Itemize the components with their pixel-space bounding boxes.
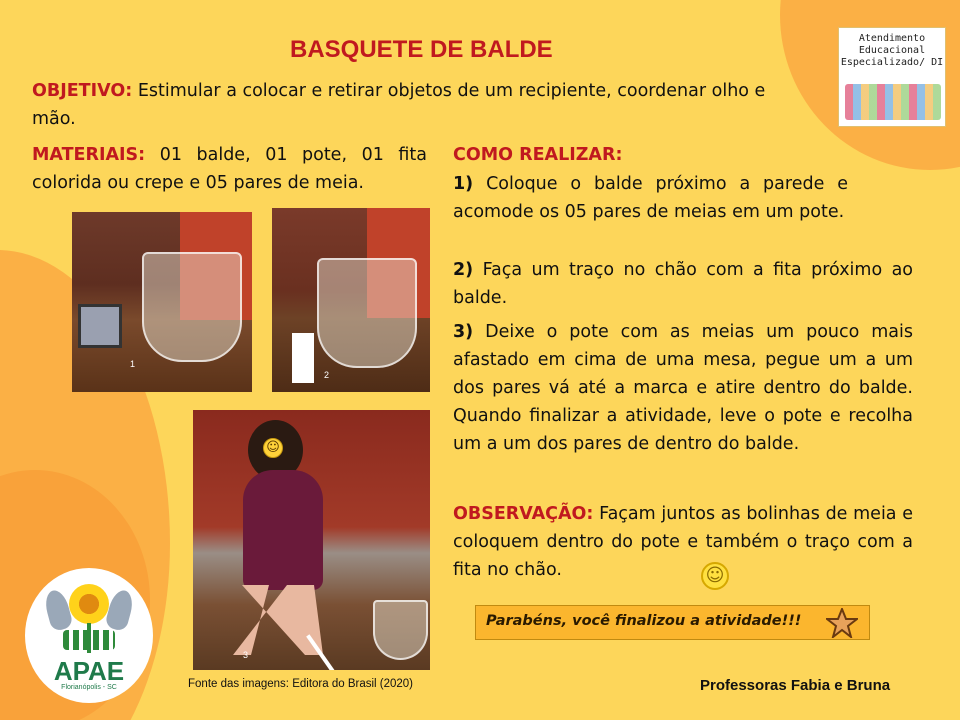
step-3-number: 3) [453, 322, 474, 342]
objective-text: Estimular a colocar e retirar objetos de um recipiente, coordenar olho e mão. [32, 81, 766, 129]
girl-dress [243, 470, 323, 590]
step-1-text: Coloque o balde próximo a parede e acomode os 05 pares de meias em um pote. [453, 174, 848, 222]
objective-label: OBJETIVO: [32, 81, 133, 101]
step-2 [453, 256, 913, 312]
star-icon [826, 608, 858, 638]
bucket [142, 252, 242, 362]
photo-girl-throwing [193, 410, 430, 670]
apae-name: APAE [53, 656, 125, 686]
materials-label: MATERIAIS: [32, 145, 146, 165]
right-hand-icon [104, 588, 136, 632]
observation-label: OBSERVAÇÃO: [453, 504, 594, 524]
sunflower-icon [69, 584, 109, 624]
congrats-banner [475, 605, 870, 640]
sock-tray [78, 304, 122, 348]
step-1-number: 1) [453, 174, 474, 194]
step-2-number: 2) [453, 260, 474, 280]
photo-number: 3 [243, 650, 249, 660]
apae-logo [25, 568, 153, 703]
step-3-text: Deixe o pote com as meias um pouco mais afastado em cima de uma mesa, pegue um a um dos pares vá até a marca e atire dentro do balde. Quando finalizar a atividade, leve o pote e recolha um a um dos pares de dentro do balde. [453, 322, 913, 454]
photo-number: 2 [324, 370, 330, 380]
step-1 [453, 170, 848, 226]
teachers-credit: Professoras Fabia e Bruna [700, 677, 891, 694]
girl-legs [233, 585, 323, 655]
photo-number: 1 [130, 359, 136, 369]
materials-text: 01 balde, 01 pote, 01 fita colorida ou crepe e 05 pares de meia. [32, 145, 427, 193]
observation-paragraph [453, 500, 913, 584]
bucket [317, 258, 417, 368]
page-title: BASQUETE DE BALDE [290, 36, 553, 63]
apae-city: Florianópolis - SC [61, 684, 117, 691]
bucket [373, 600, 428, 660]
observation-text: Façam juntos as bolinhas de meia e coloquem dentro do pote e também o traço com a fita no chão. [453, 504, 913, 580]
step-2-text: Faça um traço no chão com a fita próximo ao balde. [453, 260, 913, 308]
smiley-icon: ☺ [701, 562, 729, 590]
step-3 [453, 318, 913, 458]
people-illustration [845, 84, 941, 120]
materials-paragraph [32, 141, 427, 197]
tape-strip [292, 333, 314, 383]
photo-bucket-and-tape [272, 208, 430, 392]
image-source-caption: Fonte das imagens: Editora do Brasil (2020) [188, 678, 414, 690]
smiley-face-icon: ☺ [263, 438, 283, 458]
objective-paragraph [32, 77, 792, 133]
aee-logo [838, 27, 946, 127]
photo-bucket-and-socks [72, 212, 252, 392]
aee-logo-text: Atendimento Educacional Especializado/ DI [840, 33, 944, 68]
how-to-heading: COMO REALIZAR: [453, 145, 623, 165]
congrats-text: Parabéns, você finalizou a atividade!!! [486, 613, 802, 629]
